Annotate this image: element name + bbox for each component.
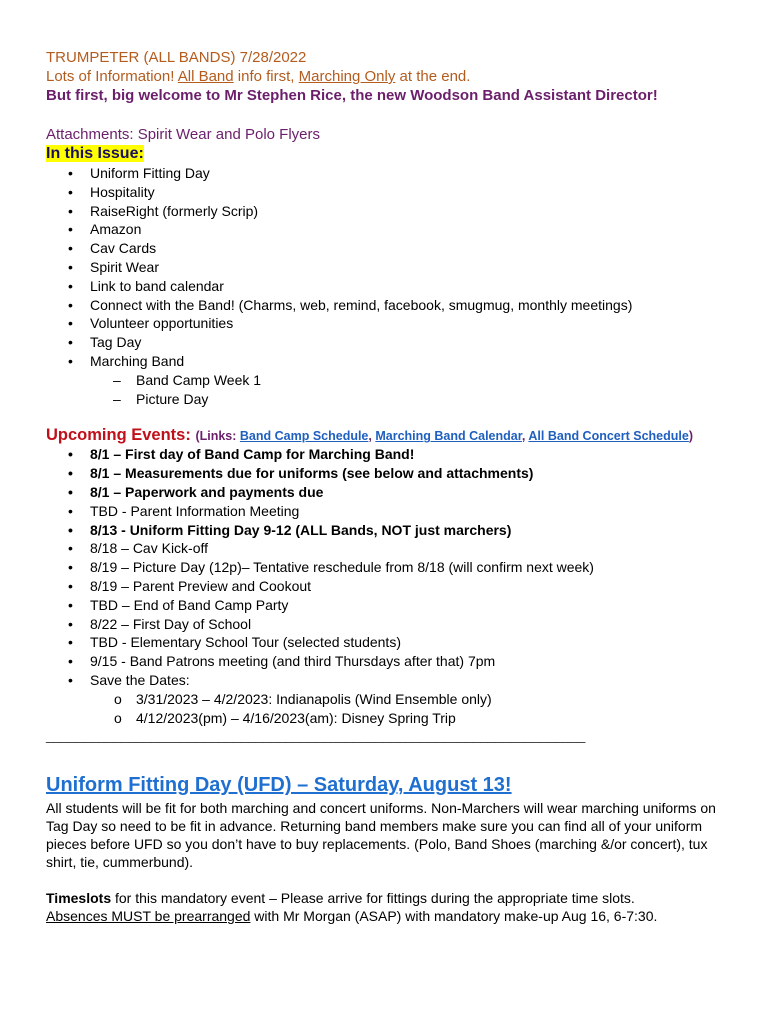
list-item: • Hospitality <box>46 183 724 202</box>
event-item: • TBD - Parent Information Meeting <box>46 502 724 521</box>
list-item: • Tag Day <box>46 333 724 352</box>
event-item: • 8/13 - Uniform Fitting Day 9-12 (ALL Bands, NOT just marchers) <box>46 521 724 540</box>
event-item: • 9/15 - Band Patrons meeting (and third Thursdays after that) 7pm <box>46 652 724 671</box>
list-item: o 4/12/2023(pm) – 4/16/2023(am): Disney Spring Trip <box>46 709 724 728</box>
event-item: • 8/1 – Paperwork and payments due <box>46 483 724 502</box>
list-item: • Link to band calendar <box>46 277 724 296</box>
absences-text: with Mr Morgan (ASAP) with mandatory make-up Aug 16, 6-7:30. <box>250 908 658 925</box>
event-item: • 8/22 – First Day of School <box>46 615 724 634</box>
links-separator: , <box>521 429 529 444</box>
list-item: • Cav Cards <box>46 239 724 258</box>
timeslots-text: for this mandatory event – Please arrive for fittings during the appropriate time slots. <box>111 890 635 907</box>
links-suffix: ) <box>688 429 694 444</box>
event-item: • 8/18 – Cav Kick-off <box>46 539 724 558</box>
event-item: • 8/19 – Parent Preview and Cookout <box>46 577 724 596</box>
marching-band-calendar-link[interactable]: Marching Band Calendar <box>375 429 522 444</box>
attachments-line: Attachments: Spirit Wear and Polo Flyers <box>46 126 320 143</box>
event-item: • TBD - Elementary School Tour (selected students) <box>46 633 724 652</box>
info-mid: info first, <box>233 68 299 85</box>
welcome-text: But first, big welcome to Mr Stephen Rice, the new Woodson Band Assistant Director! <box>46 87 658 104</box>
links-prefix: (Links: <box>195 429 240 444</box>
uniform-paragraph: All students will be fit for both marching and concert uniforms. Non-Marchers will wear marching uniforms on Tag Day so need to be fit in advance. Returning band members make sure you can find all of your uniform pieces before UFD so you don’t have to buy replacements. (Polo, Band Shoes (marching &/or concert), tux shirt, tie, cummerbund). <box>46 800 716 871</box>
list-item: • Amazon <box>46 220 724 239</box>
list-item: – Band Camp Week 1 <box>46 371 724 390</box>
newsletter-title: TRUMPETER (ALL BANDS) 7/28/2022 <box>46 49 307 66</box>
links-separator: , <box>368 429 376 444</box>
info-line <box>46 67 724 86</box>
list-item: • RaiseRight (formerly Scrip) <box>46 202 724 221</box>
all-band-concert-schedule-link[interactable]: All Band Concert Schedule <box>528 429 689 444</box>
divider-line: ________________________________________________________________________ <box>46 727 586 744</box>
events-list <box>46 445 724 689</box>
upcoming-label: Upcoming Events: <box>46 426 196 445</box>
event-item: • Save the Dates: <box>46 671 724 690</box>
in-this-issue-heading <box>46 144 724 164</box>
band-camp-schedule-link[interactable]: Band Camp Schedule <box>239 429 369 444</box>
event-item: • 8/1 – Measurements due for uniforms (see below and attachments) <box>46 464 724 483</box>
info-suffix: at the end. <box>395 68 471 85</box>
list-item: • Uniform Fitting Day <box>46 164 724 183</box>
list-item: • Volunteer opportunities <box>46 314 724 333</box>
event-item: • 8/19 – Picture Day (12p)– Tentative reschedule from 8/18 (will confirm next week) <box>46 558 724 577</box>
timeslots-label: Timeslots <box>46 890 112 907</box>
marching-only-text: Marching Only <box>298 68 396 85</box>
in-this-issue-label: In this Issue: <box>46 145 144 162</box>
event-item: • TBD – End of Band Camp Party <box>46 596 724 615</box>
absences-label: Absences MUST be prearranged <box>46 908 251 925</box>
info-prefix: Lots of Information! <box>46 68 178 85</box>
list-item: • Connect with the Band! (Charms, web, remind, facebook, smugmug, monthly meetings) <box>46 296 724 315</box>
uniform-fitting-day-heading[interactable]: Uniform Fitting Day (UFD) – Saturday, August 13! <box>46 774 512 797</box>
save-dates-list <box>46 690 724 728</box>
all-band-text: All Band <box>177 68 234 85</box>
marching-sub-list <box>46 371 724 409</box>
list-item: • Spirit Wear <box>46 258 724 277</box>
list-item: • Marching Band <box>46 352 724 371</box>
issue-list <box>46 164 724 371</box>
list-item: – Picture Day <box>46 390 724 409</box>
upcoming-events-heading <box>46 426 724 445</box>
timeslots-paragraph <box>46 889 724 925</box>
event-item: • 8/1 – First day of Band Camp for Marching Band! <box>46 445 724 464</box>
list-item: o 3/31/2023 – 4/2/2023: Indianapolis (Wind Ensemble only) <box>46 690 724 709</box>
